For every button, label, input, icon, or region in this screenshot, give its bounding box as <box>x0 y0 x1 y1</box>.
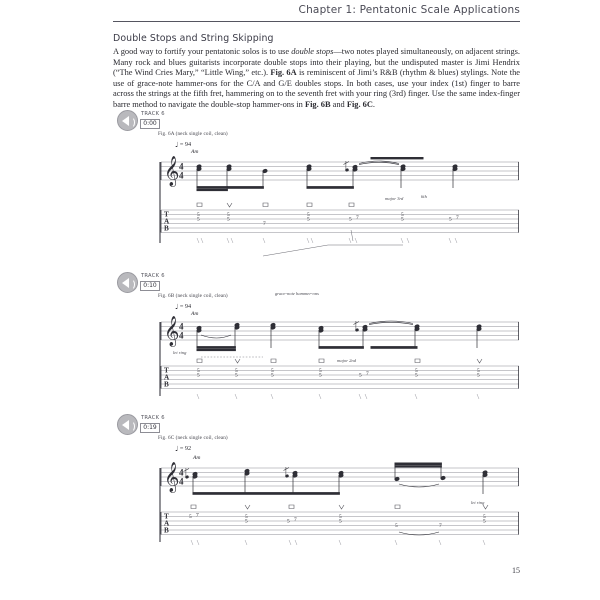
notation-staff-6a <box>113 148 520 258</box>
svg-text:5: 5 <box>477 368 480 374</box>
notation-staff-6b <box>113 308 520 408</box>
svg-text:5: 5 <box>197 212 200 218</box>
tempo-marking <box>175 444 191 452</box>
speaker-icon <box>117 272 138 293</box>
svg-text:5: 5 <box>245 518 248 525</box>
svg-text:5: 5 <box>359 372 362 379</box>
chord-symbol: Am <box>191 149 199 155</box>
tab-letter-t: T <box>164 210 169 219</box>
annotation-let-ring: let ring <box>173 350 187 355</box>
quarter-note-icon: ♩ <box>175 140 179 149</box>
svg-text:4: 4 <box>179 321 184 332</box>
svg-text:5: 5 <box>339 514 342 520</box>
svg-text:5: 5 <box>245 514 248 520</box>
svg-text:7: 7 <box>456 215 459 221</box>
tab-letter-a: A <box>164 519 170 528</box>
svg-text:7: 7 <box>356 215 359 221</box>
treble-clef-icon: 𝄞 <box>164 156 180 187</box>
track-badge-6b[interactable] <box>117 272 181 294</box>
svg-text:5: 5 <box>477 372 480 379</box>
quarter-note-icon: ♩ <box>175 302 179 311</box>
body-paragraph-text: A good way to fortify your pentatonic solos is to use double stops—two notes played simultaneously, on adjacent strings. Many rock and blues guitarists incorporate double stops into their playing, but the undisputed master is Jimi Hendrix (“The Wind Cries Mary,” “Little Wing,” etc.). Fig. 6A is reminiscent of Jimi’s R&B (rhythm & blues) stylings. Note the use of grace-note hammer-ons for the C/A and G/E doubles stops. In both cases, use your index (1st) finger to barre across the strings at the fifth fret, hammering on to the seventh fret with your ring (3rd) finger. Use the same index-finger barre method to navigate the double-stop hammer-ons in Fig. 6B and Fig. 6C. <box>113 47 520 109</box>
track-badge-6a[interactable] <box>117 110 181 132</box>
annotation-grace-note-hammer-ons: grace-note hammer-ons <box>275 291 319 296</box>
chord-symbol: Am <box>193 455 201 461</box>
track-badge-6c[interactable] <box>117 414 181 436</box>
svg-text:5: 5 <box>307 212 310 218</box>
tempo-marking <box>175 140 191 148</box>
track-label: TRACK 6 <box>141 111 165 117</box>
svg-text:5: 5 <box>339 518 342 525</box>
svg-text:5: 5 <box>319 372 322 379</box>
svg-text:5: 5 <box>235 368 238 374</box>
svg-text:5: 5 <box>483 514 486 520</box>
running-head: Chapter 1: Pentatonic Scale Applications <box>298 4 520 16</box>
tab-letter-b: B <box>164 380 169 389</box>
svg-text:5: 5 <box>197 216 200 223</box>
annotation-let-ring: let ring <box>471 500 485 505</box>
annotation-major-3rd: major 3rd <box>385 196 404 201</box>
track-time: 0:10 <box>140 281 160 291</box>
tab-letter-b: B <box>164 526 169 535</box>
svg-text:5: 5 <box>197 372 200 379</box>
music-system-6c <box>113 454 520 554</box>
tempo-value: = 94 <box>179 303 192 310</box>
tab-letter-a: A <box>164 217 170 226</box>
running-head-rule <box>113 21 520 22</box>
body-paragraph <box>113 47 520 111</box>
section-heading: Double Stops and String Skipping <box>113 33 274 44</box>
svg-text:5: 5 <box>227 216 230 223</box>
svg-text:7: 7 <box>196 512 199 519</box>
track-label: TRACK 6 <box>141 273 165 279</box>
svg-text:5: 5 <box>483 518 486 525</box>
svg-text:7: 7 <box>366 371 369 377</box>
figure-caption: Fig. 6C (neck single coil, clean) <box>158 435 228 441</box>
tempo-value: = 92 <box>179 445 192 452</box>
svg-text:5: 5 <box>307 216 310 223</box>
tab-letter-t: T <box>164 366 169 375</box>
tab-letter-a: A <box>164 373 170 382</box>
figure-caption: Fig. 6A (neck single coil, clean) <box>158 131 228 137</box>
page-number: 15 <box>512 566 520 575</box>
svg-text:5: 5 <box>401 212 404 218</box>
svg-text:5: 5 <box>227 212 230 218</box>
track-time: 0:00 <box>140 119 160 129</box>
figure-caption: Fig. 6B (neck single coil, clean) <box>158 293 228 299</box>
svg-text:4: 4 <box>179 467 184 478</box>
annotation-6th: 6th <box>421 194 427 199</box>
svg-text:5: 5 <box>415 372 418 379</box>
track-label: TRACK 6 <box>141 415 165 421</box>
svg-text:7: 7 <box>263 221 266 227</box>
quarter-note-icon: ♩ <box>175 444 179 453</box>
svg-text:5: 5 <box>449 216 452 223</box>
notation-staff-6c <box>113 454 520 554</box>
svg-text:5: 5 <box>349 216 352 223</box>
svg-text:7: 7 <box>294 517 297 523</box>
svg-text:5: 5 <box>395 523 398 529</box>
svg-text:5: 5 <box>235 372 238 379</box>
annotation-major-2nd: major 2nd <box>337 358 357 363</box>
svg-text:5: 5 <box>401 216 404 223</box>
speaker-icon <box>117 110 138 131</box>
svg-text:5: 5 <box>319 368 322 374</box>
svg-text:4: 4 <box>179 161 184 172</box>
tab-letter-b: B <box>164 224 169 233</box>
chord-symbol: Am <box>191 311 199 317</box>
treble-clef-icon: 𝄞 <box>164 462 180 493</box>
svg-text:4: 4 <box>179 170 184 181</box>
speaker-icon <box>117 414 138 435</box>
svg-text:4: 4 <box>179 476 184 487</box>
track-time: 0:19 <box>140 423 160 433</box>
treble-clef-icon: 𝄞 <box>164 316 180 347</box>
svg-text:4: 4 <box>179 330 184 341</box>
svg-text:5: 5 <box>287 518 290 525</box>
svg-text:5: 5 <box>197 368 200 374</box>
svg-text:5: 5 <box>189 514 192 520</box>
music-system-6b <box>113 308 520 408</box>
tempo-value: = 94 <box>179 141 192 148</box>
svg-text:5: 5 <box>415 368 418 374</box>
svg-text:7: 7 <box>439 523 442 529</box>
svg-text:5: 5 <box>271 372 274 379</box>
tab-letter-t: T <box>164 512 169 521</box>
svg-text:5: 5 <box>271 368 274 374</box>
